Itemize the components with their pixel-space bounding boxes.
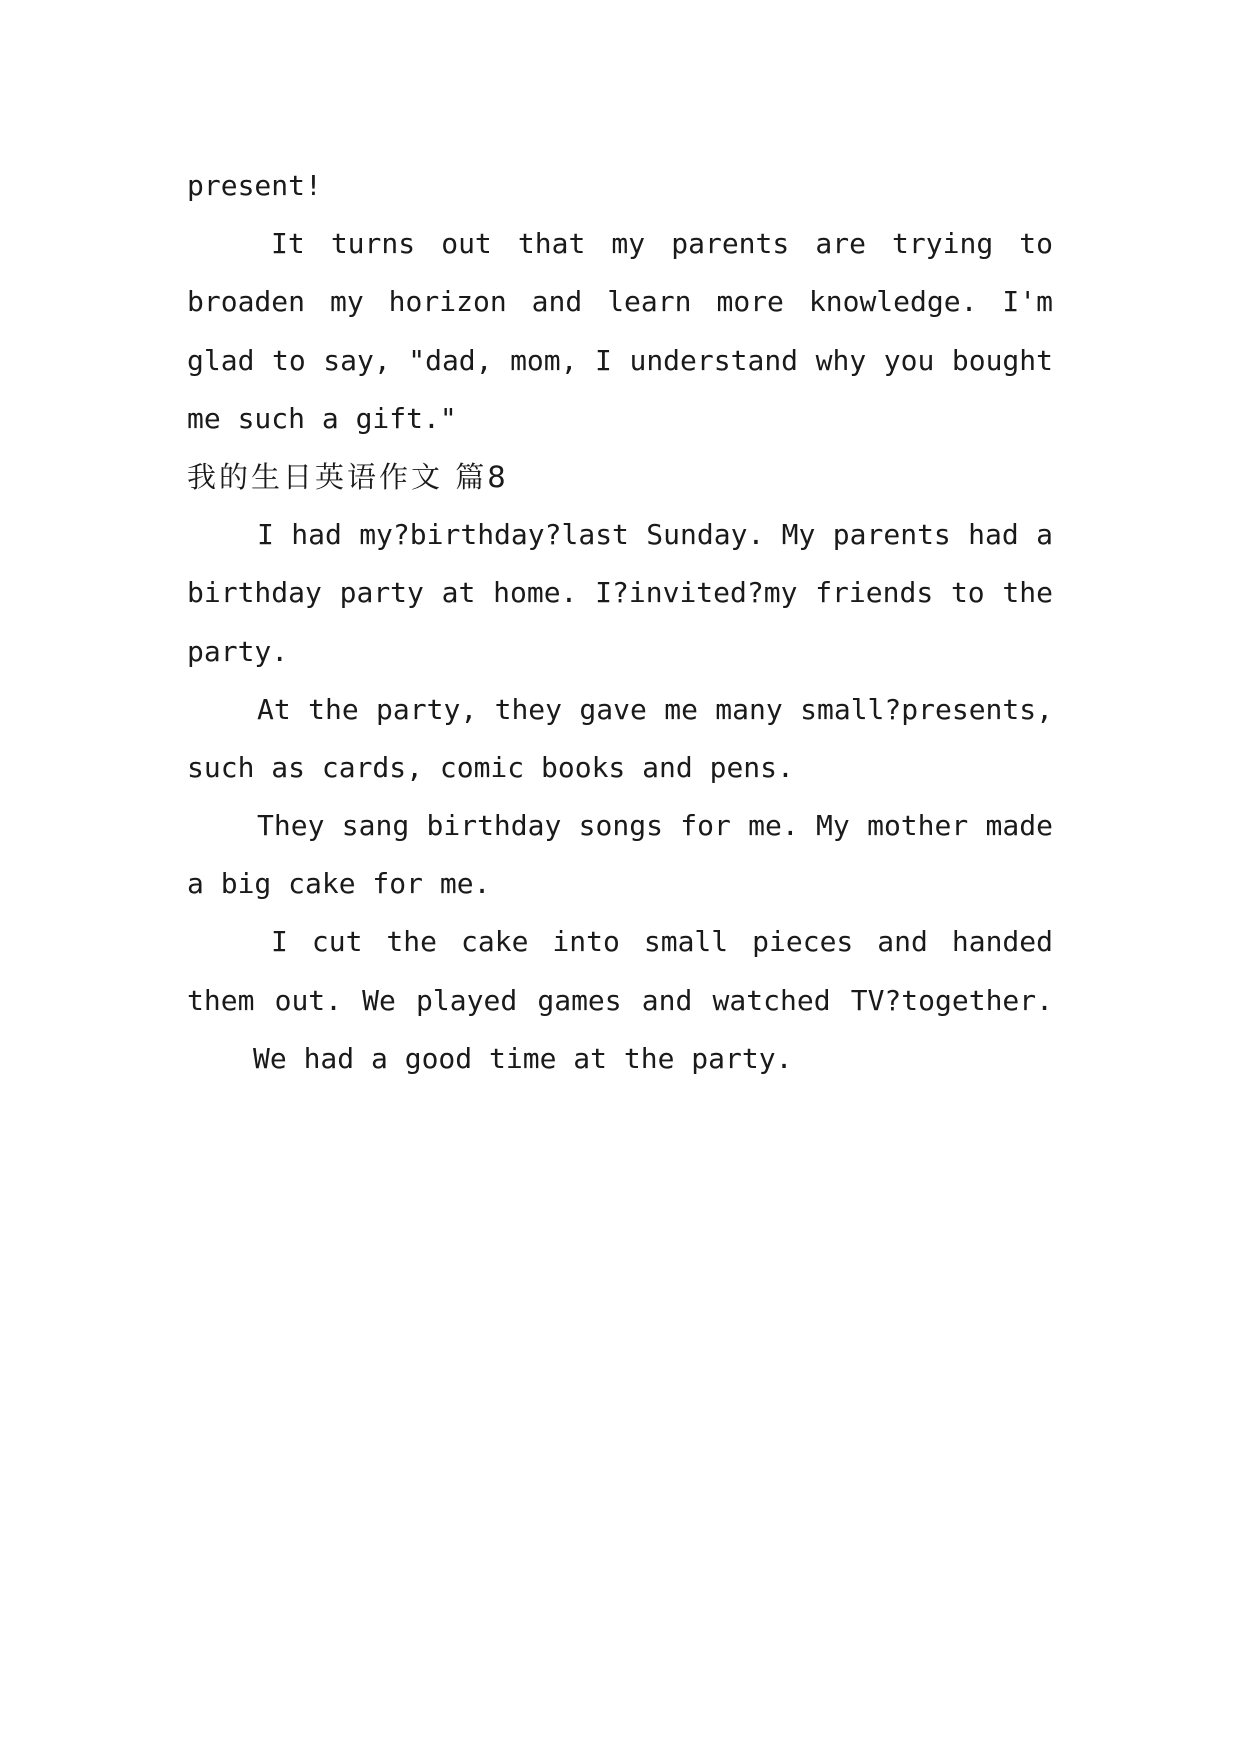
paragraph-line: a big cake for me. xyxy=(187,867,491,901)
paragraph-line: broaden my horizon and learn more knowledge. I'm xyxy=(187,285,1053,319)
paragraph-line: I cut the cake into small pieces and handed xyxy=(271,925,1053,959)
paragraph-line: party. xyxy=(187,634,289,668)
paragraph-line: At the party, they gave me many small?presents, xyxy=(257,692,1053,726)
paragraph-line: me such a gift." xyxy=(187,401,457,435)
paragraph-line: birthday party at home. I?invited?my friends to the xyxy=(187,576,1053,610)
paragraph-line: such as cards, comic books and pens. xyxy=(187,750,794,784)
paragraph-line: They sang birthday songs for me. My mother made xyxy=(257,809,1053,843)
document-body xyxy=(187,157,1053,1088)
paragraph-line: present! xyxy=(187,169,322,202)
paragraph-line: I had my?birthday?last Sunday. My parents had a xyxy=(257,518,1053,552)
paragraph-line: We had a good time at the party. xyxy=(253,1041,793,1075)
paragraph-line: glad to say, "dad, mom, I understand why you bought xyxy=(187,343,1053,377)
paragraph-line: It turns out that my parents are trying to xyxy=(271,227,1053,261)
paragraph-line: them out. We played games and watched TV?together. xyxy=(187,983,1053,1017)
section-heading: 我的生日英语作文 篇8 xyxy=(187,459,509,494)
